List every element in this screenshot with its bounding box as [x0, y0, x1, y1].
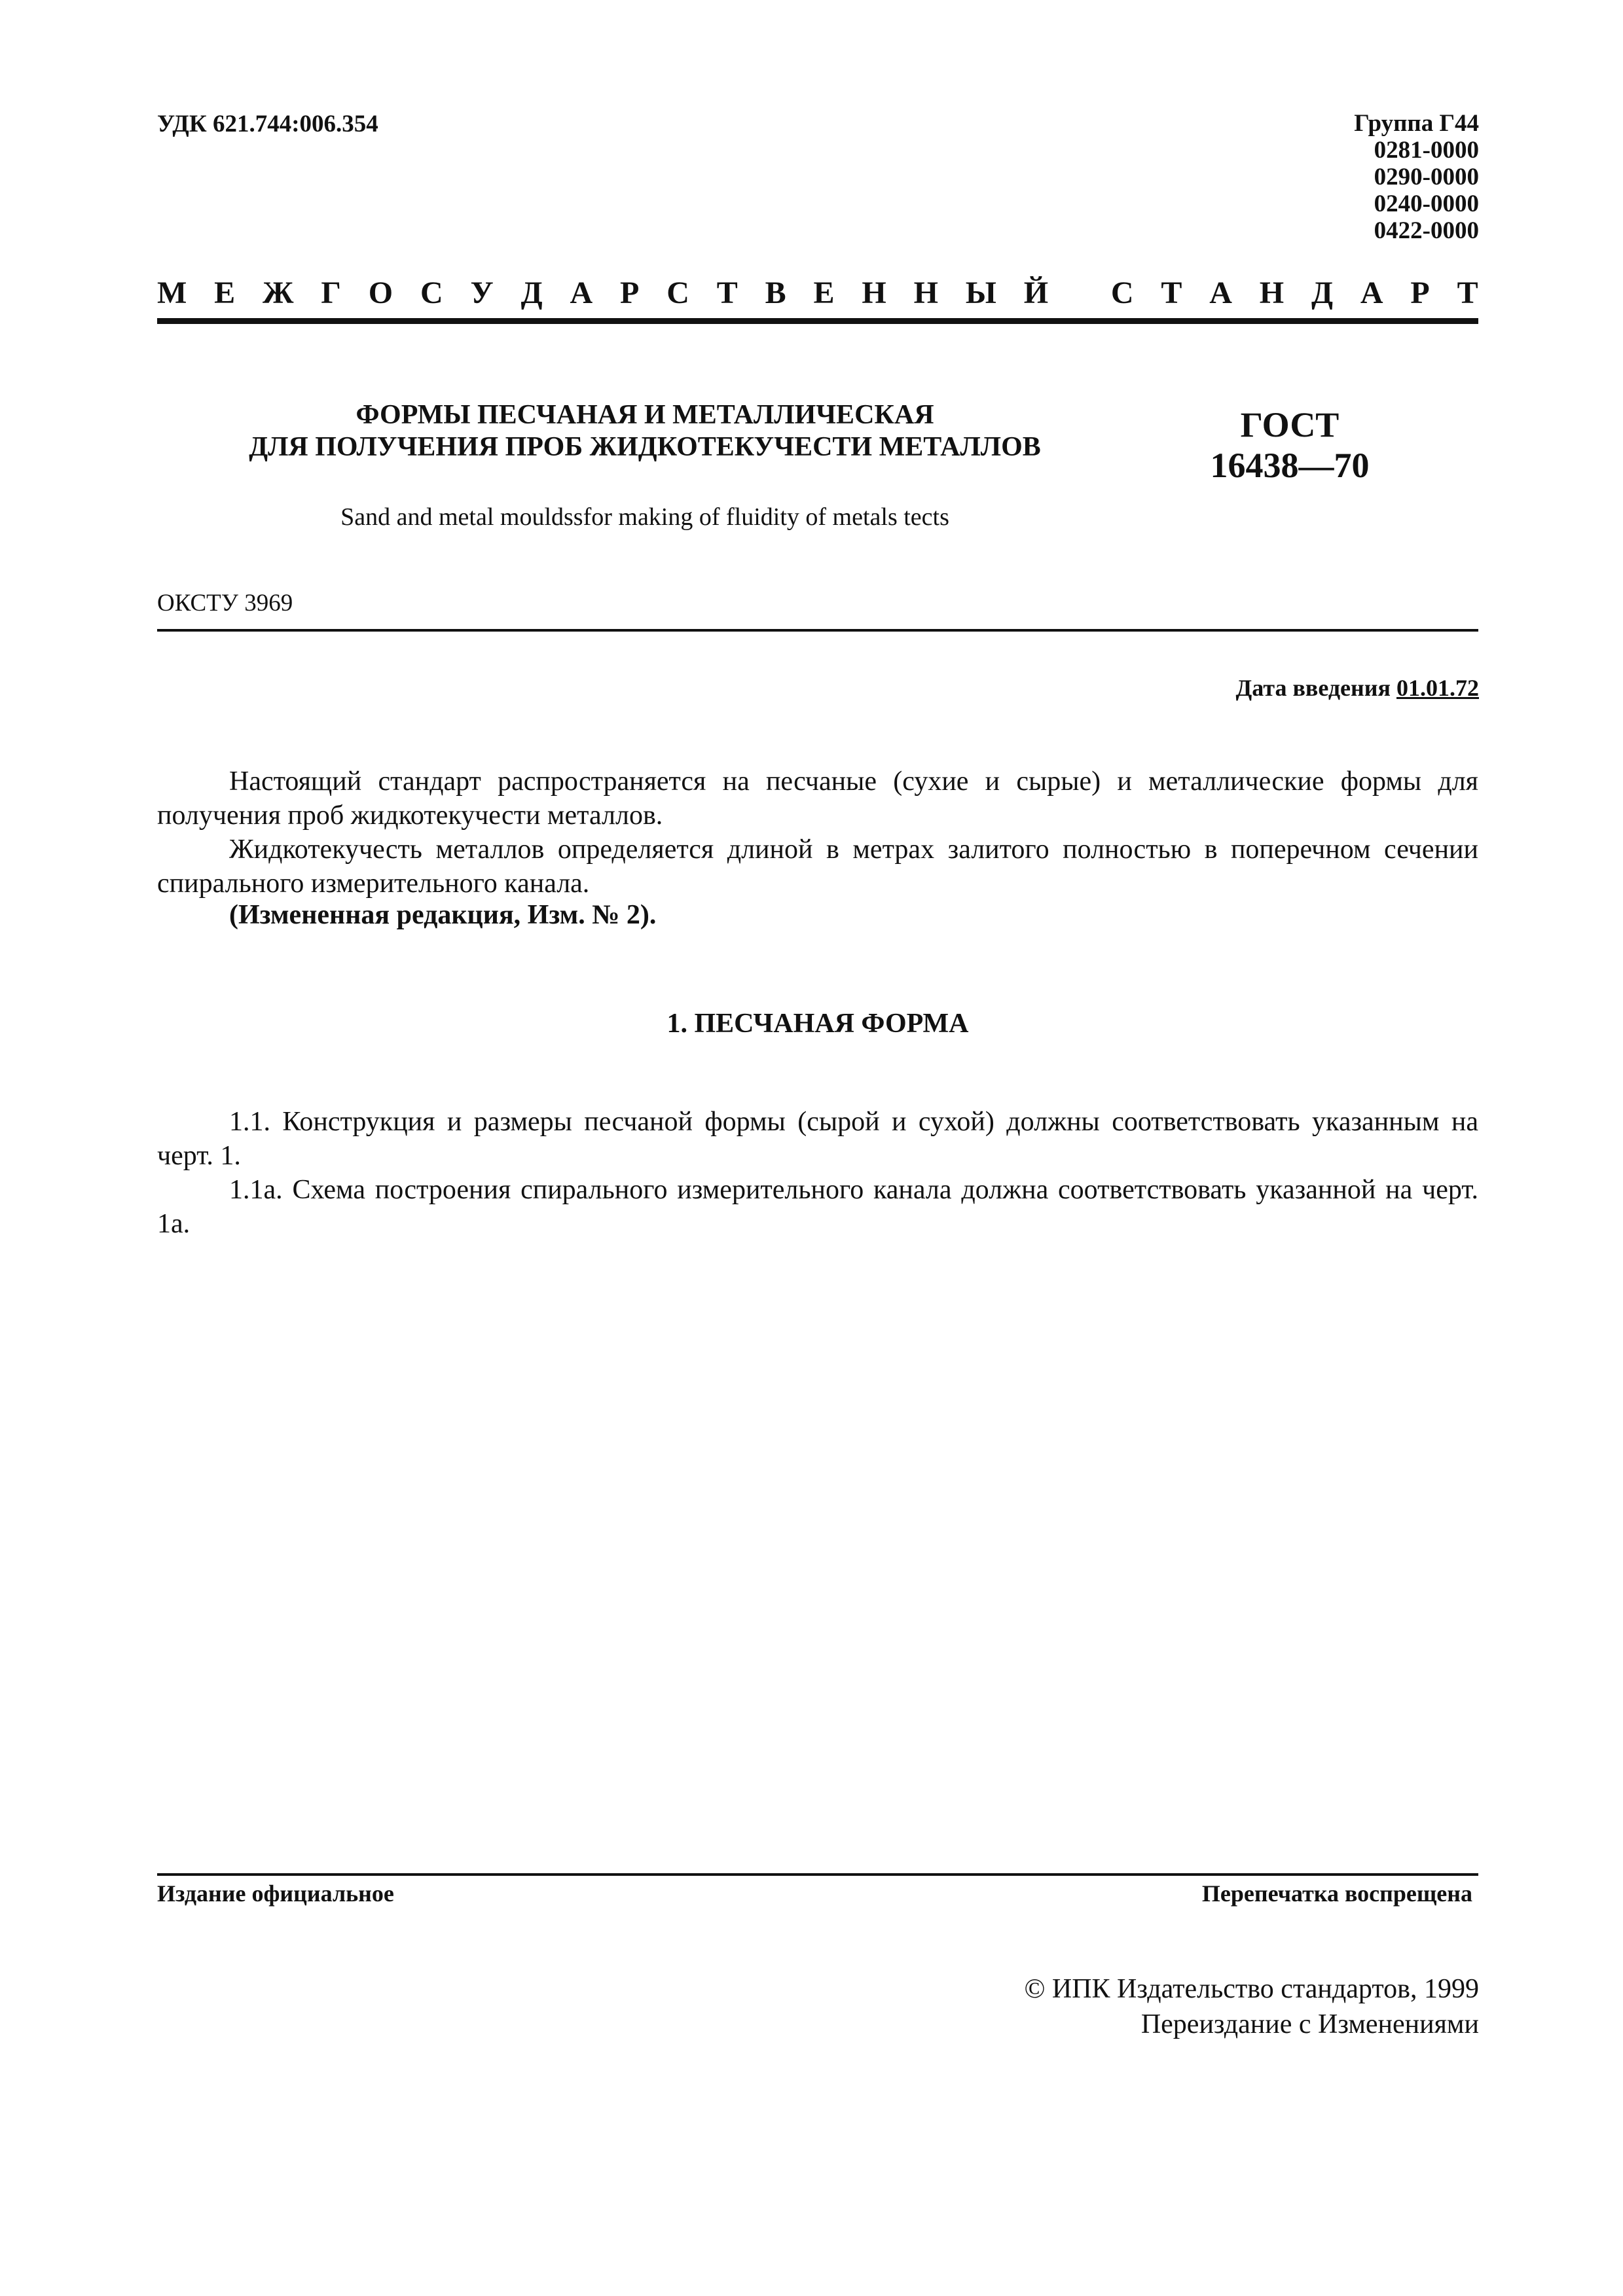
- paragraph-1-1: [157, 1105, 1478, 1173]
- gost-label: ГОСТ: [1240, 405, 1340, 444]
- group-codes: [1354, 110, 1479, 244]
- date-label: Дата введения: [1235, 675, 1391, 701]
- banner-letter: Й: [1023, 276, 1049, 310]
- group-label: Группа Г44: [1354, 110, 1479, 137]
- okstu-code: ОКСТУ 3969: [157, 590, 293, 617]
- banner-letter: Д: [520, 276, 543, 310]
- udk-code: УДК 621.744:006.354: [157, 111, 378, 137]
- copyright-block: [1024, 1971, 1479, 2042]
- gost-designation: [1152, 404, 1427, 486]
- title-divider: [157, 629, 1478, 632]
- interstate-standard-banner: [157, 275, 1478, 311]
- banner-letter: Ж: [263, 276, 294, 310]
- banner-letter: Н: [1259, 276, 1285, 310]
- banner-letter: В: [765, 276, 786, 310]
- banner-letter: М: [157, 276, 187, 310]
- reissue-line: Переиздание с Изменениями: [1140, 2009, 1479, 2039]
- banner-letter: Г: [321, 276, 341, 310]
- banner-letter: У: [470, 276, 494, 310]
- paragraph-text: 1.1а. Схема построения спирального измерительного канала должна соответствовать указанной на черт. 1а.: [157, 1175, 1478, 1239]
- official-edition: Издание официальное: [157, 1880, 394, 1907]
- banner-letter: Т: [716, 276, 738, 310]
- title-line-1: ФОРМЫ ПЕСЧАНАЯ И МЕТАЛЛИЧЕСКАЯ: [356, 400, 934, 430]
- header-divider: [157, 318, 1478, 324]
- footer-divider: [157, 1873, 1478, 1876]
- classification-code: 0422-0000: [1374, 217, 1479, 244]
- document-title: [157, 399, 1133, 463]
- banner-letter: Е: [813, 276, 835, 310]
- classification-code: 0281-0000: [1374, 137, 1479, 164]
- banner-letter: Р: [1410, 276, 1430, 310]
- english-title: Sand and metal mouldssfor making of fluidity of metals tects: [340, 503, 949, 531]
- banner-letter: Е: [214, 276, 236, 310]
- banner-letter: Ы: [965, 276, 996, 310]
- banner-letter: О: [368, 276, 393, 310]
- amendment-note: [157, 898, 1478, 932]
- classification-code: 0290-0000: [1374, 164, 1479, 190]
- banner-letter: Д: [1311, 276, 1334, 310]
- banner-letter: А: [570, 276, 593, 310]
- paragraph-fluidity: [157, 833, 1478, 901]
- copyright-line: © ИПК Издательство стандартов, 1999: [1024, 1974, 1479, 2004]
- paragraph-scope: [157, 764, 1478, 833]
- introduction-date: [1236, 674, 1480, 702]
- classification-code: 0240-0000: [1374, 190, 1479, 217]
- reprint-prohibited: Перепечатка воспрещена: [1201, 1880, 1472, 1907]
- banner-letter: Н: [862, 276, 886, 310]
- paragraph-text: 1.1. Конструкция и размеры песчаной формы (сырой и сухой) должны соответствовать указанным на черт. 1.: [157, 1107, 1478, 1171]
- banner-letter: Т: [1457, 276, 1478, 310]
- banner-letter: С: [420, 276, 443, 310]
- banner-word-gap: [1076, 275, 1084, 311]
- gost-number: 16438—70: [1210, 446, 1370, 485]
- date-value: 01.01.72: [1396, 675, 1479, 701]
- banner-letter: С: [1110, 276, 1134, 310]
- amendment-text: (Измененная редакция, Изм. № 2).: [229, 900, 657, 930]
- banner-letter: Н: [913, 276, 938, 310]
- title-line-2: ДЛЯ ПОЛУЧЕНИЯ ПРОБ ЖИДКОТЕКУЧЕСТИ МЕТАЛЛОВ: [249, 432, 1041, 462]
- banner-letter: А: [1360, 276, 1383, 310]
- paragraph-1-1a: [157, 1173, 1478, 1241]
- banner-letter: С: [666, 276, 689, 310]
- paragraph-text: Жидкотекучесть металлов определяется длиной в метрах залитого полностью в поперечном сечении спирального измерительного канала.: [157, 834, 1478, 899]
- section-heading: 1. ПЕСЧАНАЯ ФОРМА: [666, 1009, 969, 1039]
- banner-letter: Т: [1161, 276, 1182, 310]
- banner-letter: А: [1209, 276, 1232, 310]
- paragraph-text: Настоящий стандарт распространяется на песчаные (сухие и сырые) и металлические формы для получения проб жидкотекучести металлов.: [157, 766, 1478, 831]
- banner-letter: Р: [620, 276, 640, 310]
